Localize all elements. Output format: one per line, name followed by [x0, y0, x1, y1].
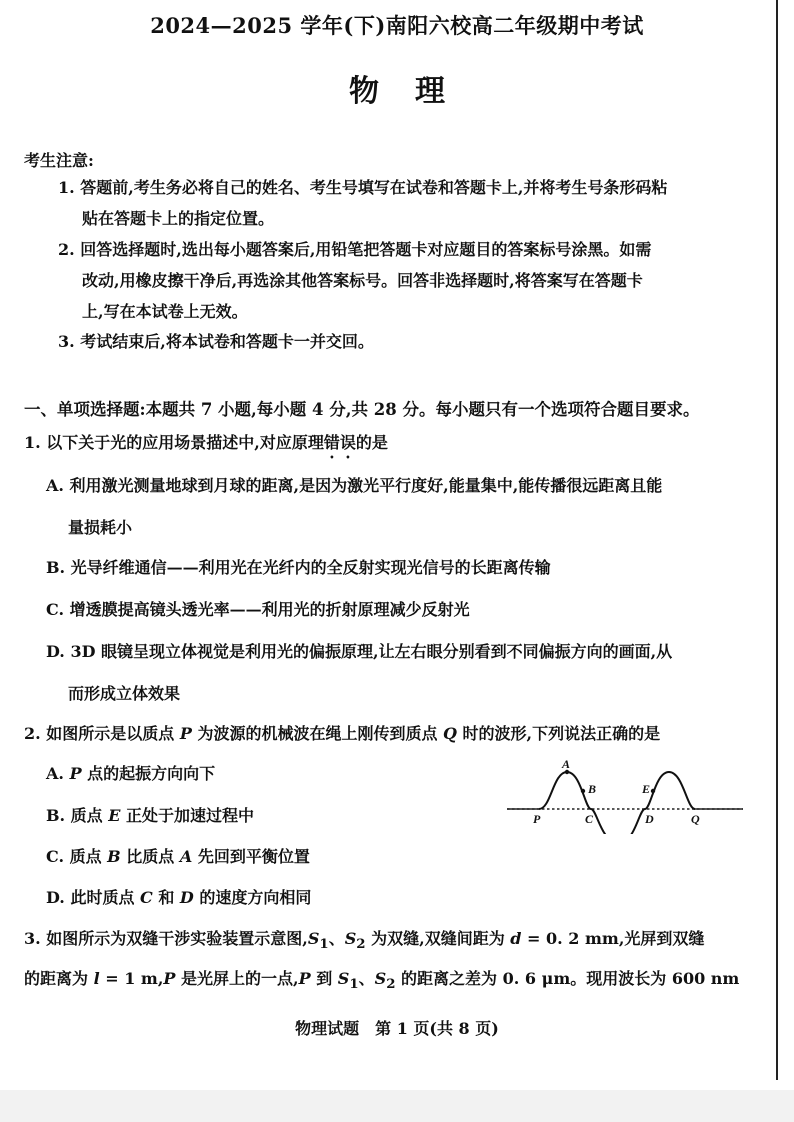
label-b: B [588, 782, 597, 796]
question-1-stem: 1. 以下关于光的应用场景描述中,对应原理错误的是 [24, 433, 388, 452]
notice-heading: 考生注意: [24, 151, 94, 170]
label-q: Q [691, 812, 700, 826]
emphasis-text: 错误 [323, 433, 356, 452]
question-1-option-b: B. 光导纤维通信——利用光在光纤内的全反射实现光信号的长距离传输 [46, 558, 551, 577]
wave-figure [505, 760, 745, 834]
question-1-option-a: A. 利用激光测量地球到月球的距离,是因为激光平行度好,能量集中,能传播很远距离且能 量损耗小 [46, 476, 663, 537]
question-2-option-d: D. 此时质点 C 和 D 的速度方向相同 [46, 888, 312, 907]
notice-item-2: 2. 回答选择题时,选出每小题答案后,用铅笔把答题卡对应题目的答案标号涂黑。如需 改动,用橡皮擦干净后,再选涂其他答案标号。回答非选择题时,将答案写在答题卡 上,写在本试卷上无效。 [58, 240, 652, 321]
label-p: P [533, 812, 541, 826]
label-e: E [642, 782, 651, 796]
label-d: D [645, 812, 654, 826]
question-2-option-a: A. P 点的起振方向向下 [46, 764, 216, 783]
page-border-line [776, 0, 778, 1080]
question-3-line-2: 的距离为 l = 1 m,P 是光屏上的一点,P 到 $S_1$、$S_2$ 的距离之差为 0. 6 μm。现用波长为 600 nm [24, 969, 740, 993]
question-2-stem: 2. 如图所示是以质点 P 为波源的机械波在绳上刚传到质点 Q 时的波形,下列说法正确的是 [24, 724, 661, 743]
wave-curve [539, 772, 695, 834]
section-heading: 一、单项选择题:本题共 7 小题,每小题 4 分,共 28 分。每小题只有一个选项符合题目要求。 [24, 400, 700, 419]
page-footer: 物理试题 第 1 页(共 8 页) [295, 1019, 499, 1038]
point-b-dot [581, 789, 585, 793]
scan-margin [0, 1090, 794, 1122]
question-1-option-c: C. 增透膜提高镜头透光率——利用光的折射原理减少反射光 [46, 600, 470, 619]
notice-item-3: 3. 考试结束后,将本试卷和答题卡一并交回。 [58, 332, 374, 351]
label-c: C [585, 812, 594, 826]
exam-title: 2024—2025 学年(下)南阳六校高二年级期中考试 [150, 13, 644, 38]
point-e-dot [651, 789, 655, 793]
question-3-line-1: 3. 如图所示为双缝干涉实验装置示意图$,S_1$、$S_2$ 为双缝,双缝间距为 d = 0. 2 mm,光屏到双缝 [24, 929, 705, 953]
question-2-option-b: B. 质点 E 正处于加速过程中 [46, 806, 255, 825]
question-1-option-d: D. 3D 眼镜呈现立体视觉是利用光的偏振原理,让左右眼分别看到不同偏振方向的画面,从 而形成立体效果 [46, 642, 673, 703]
label-a: A [562, 760, 571, 771]
question-2-option-c: C. 质点 B 比质点 A 先回到平衡位置 [46, 847, 310, 866]
notice-item-1: 1. 答题前,考生务必将自己的姓名、考生号填写在试卷和答题卡上,并将考生号条形码粘 贴在答题卡上的指定位置。 [58, 178, 668, 228]
subject-title: 物理 [349, 74, 481, 109]
